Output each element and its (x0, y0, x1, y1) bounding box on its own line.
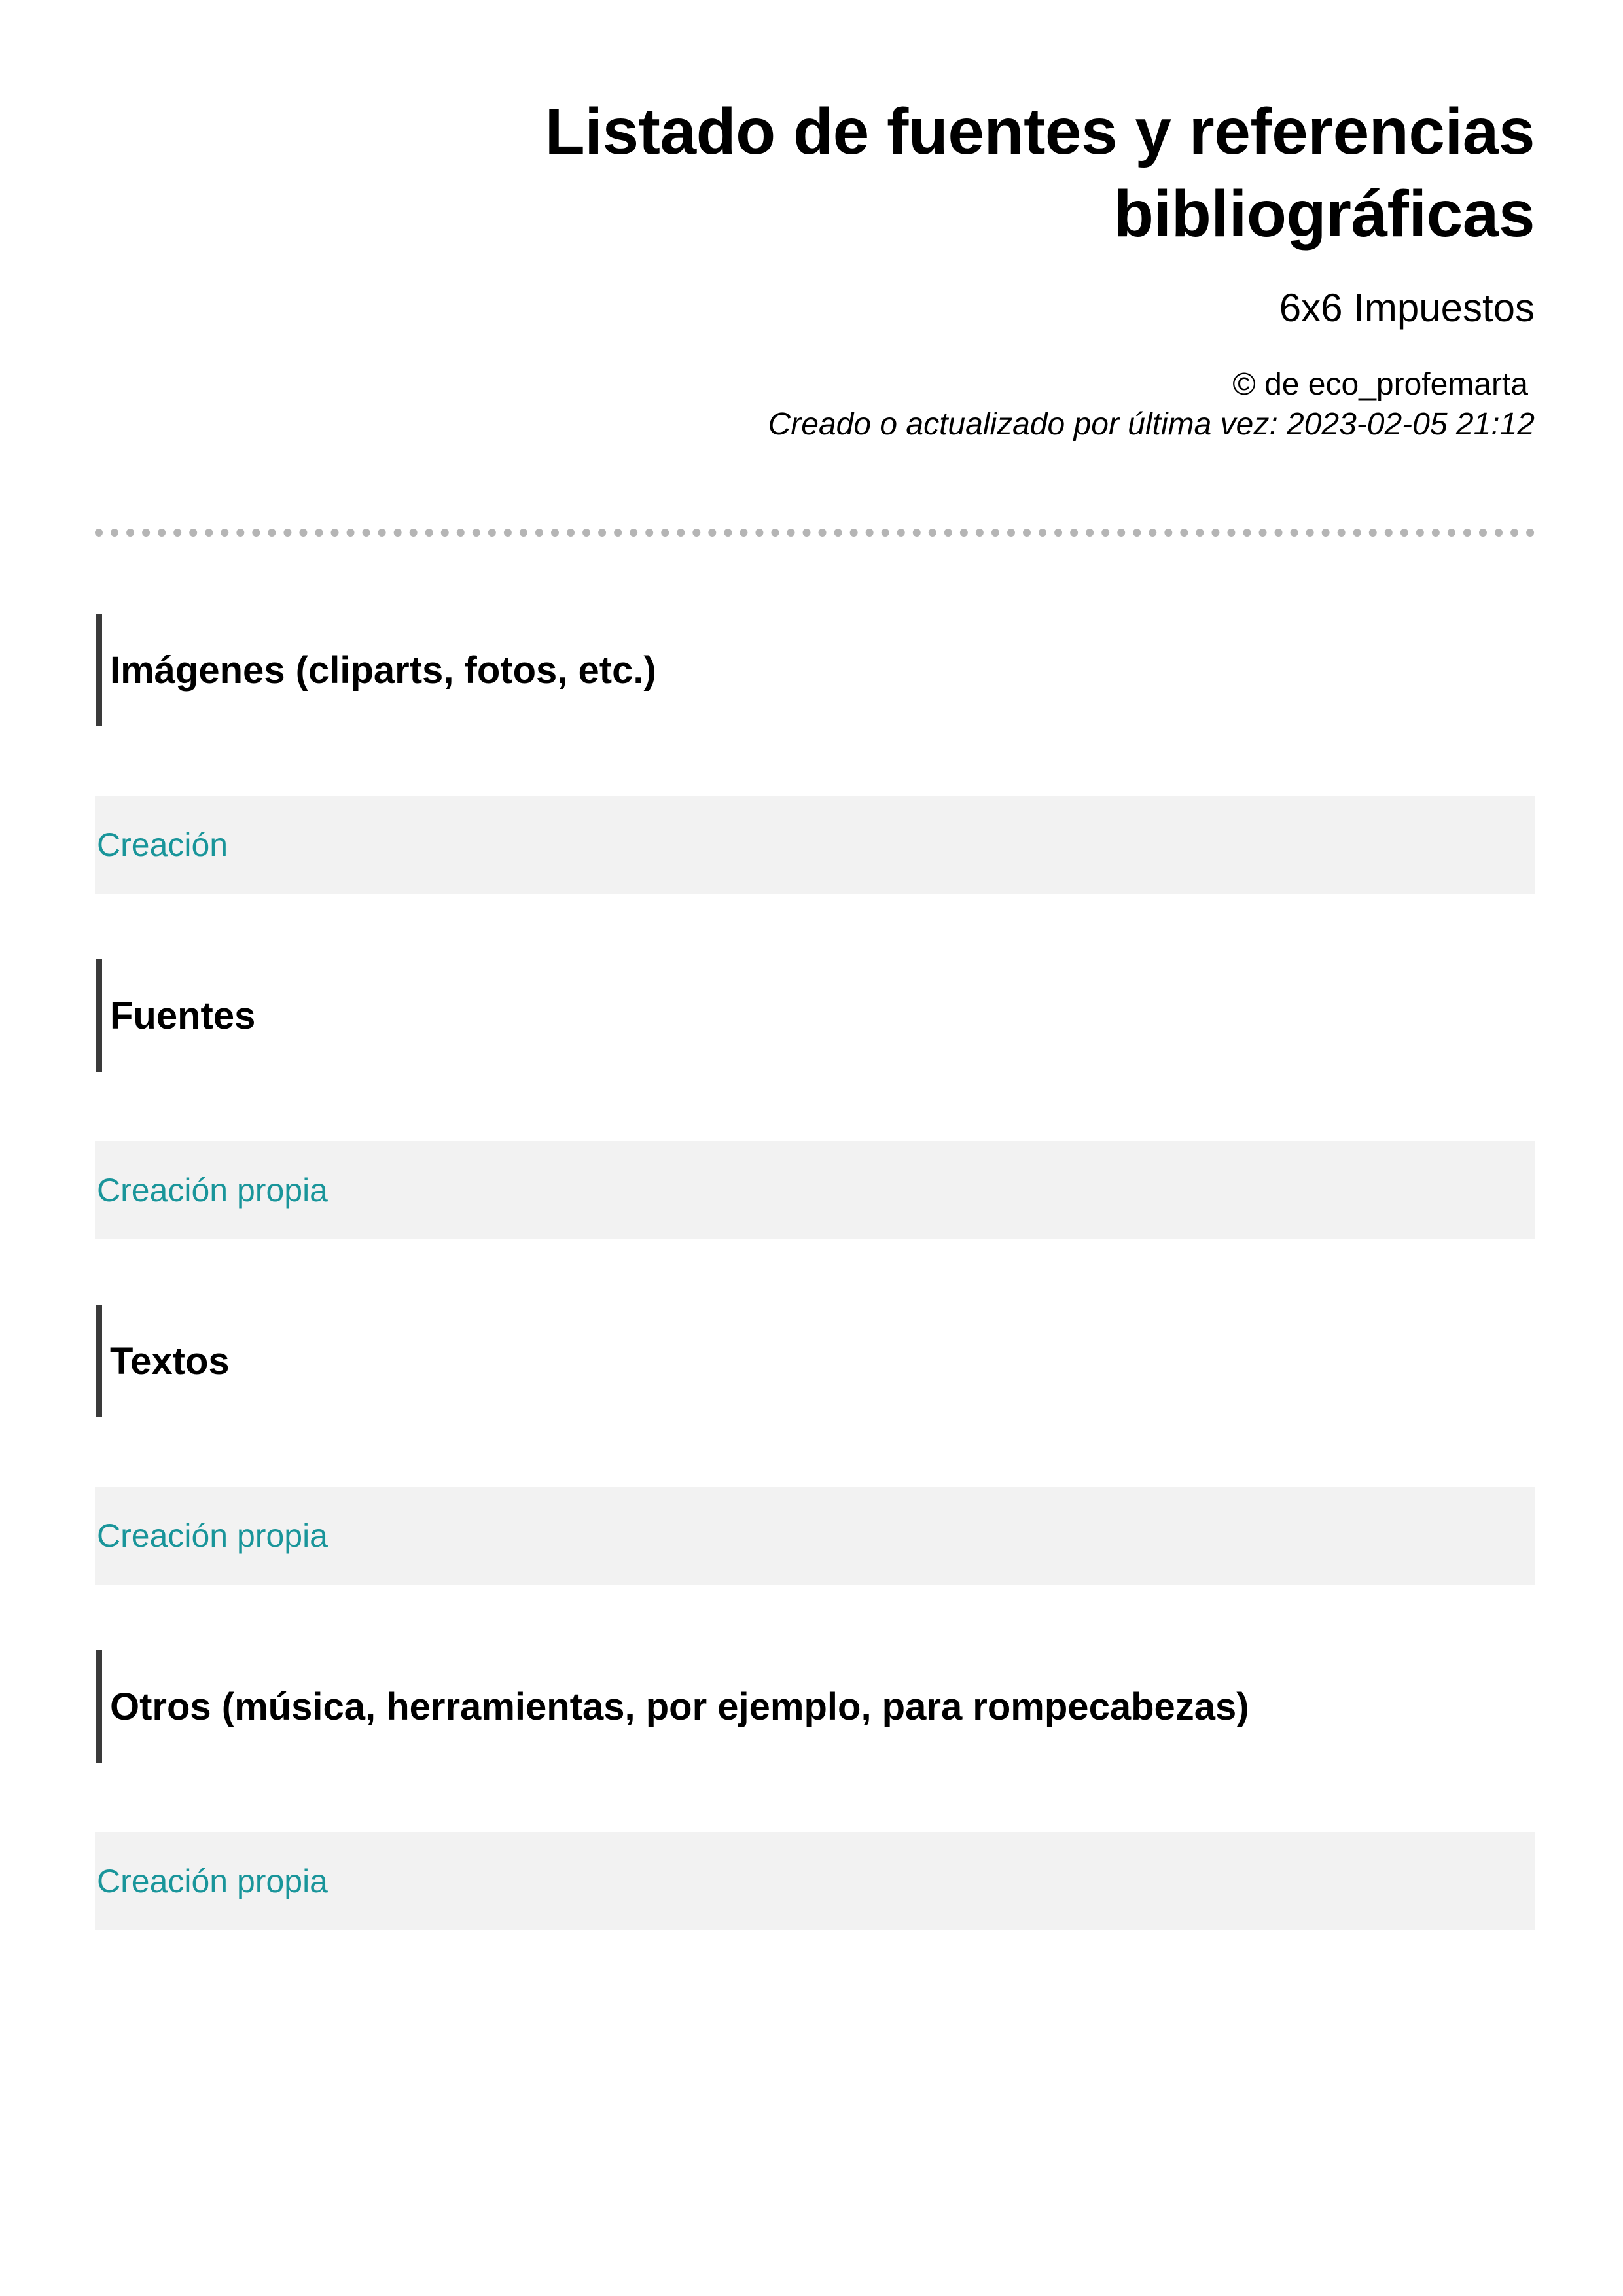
section-content-texts (95, 1487, 1535, 1585)
section-content-others (95, 1832, 1535, 1930)
section-heading-images (96, 614, 1533, 726)
section-heading-text: Textos (110, 1339, 230, 1383)
section-content-link[interactable]: Creación propia (97, 1863, 328, 1899)
section-content-link[interactable]: Creación (97, 826, 228, 863)
section-heading-texts (96, 1305, 1533, 1417)
section-heading-others (96, 1650, 1533, 1763)
section-content-sources (95, 1141, 1535, 1239)
dotted-divider (95, 529, 1535, 537)
document-title-line-1: Listado de fuentes y referencias (544, 95, 1535, 168)
section-content-images (95, 796, 1535, 894)
section-heading-text: Imágenes (cliparts, fotos, etc.) (110, 648, 656, 692)
document-page (95, 0, 1535, 2296)
document-subtitle: 6x6 Impuestos (1279, 286, 1535, 330)
section-heading-text: Otros (música, herramientas, por ejemplo, para rompecabezas) (110, 1685, 1249, 1728)
author-credit: © de eco_profemarta (1232, 367, 1528, 402)
document-title-line-2: bibliográficas (1113, 177, 1535, 251)
section-content-link[interactable]: Creación propia (97, 1517, 328, 1554)
last-updated-text: Creado o actualizado por última vez: 2023-02-05 21:12 (768, 407, 1535, 442)
document-header (95, 90, 1535, 445)
document-title (95, 90, 1535, 255)
section-heading-sources (96, 959, 1533, 1072)
section-heading-text: Fuentes (110, 994, 256, 1037)
section-content-link[interactable]: Creación propia (97, 1172, 328, 1209)
